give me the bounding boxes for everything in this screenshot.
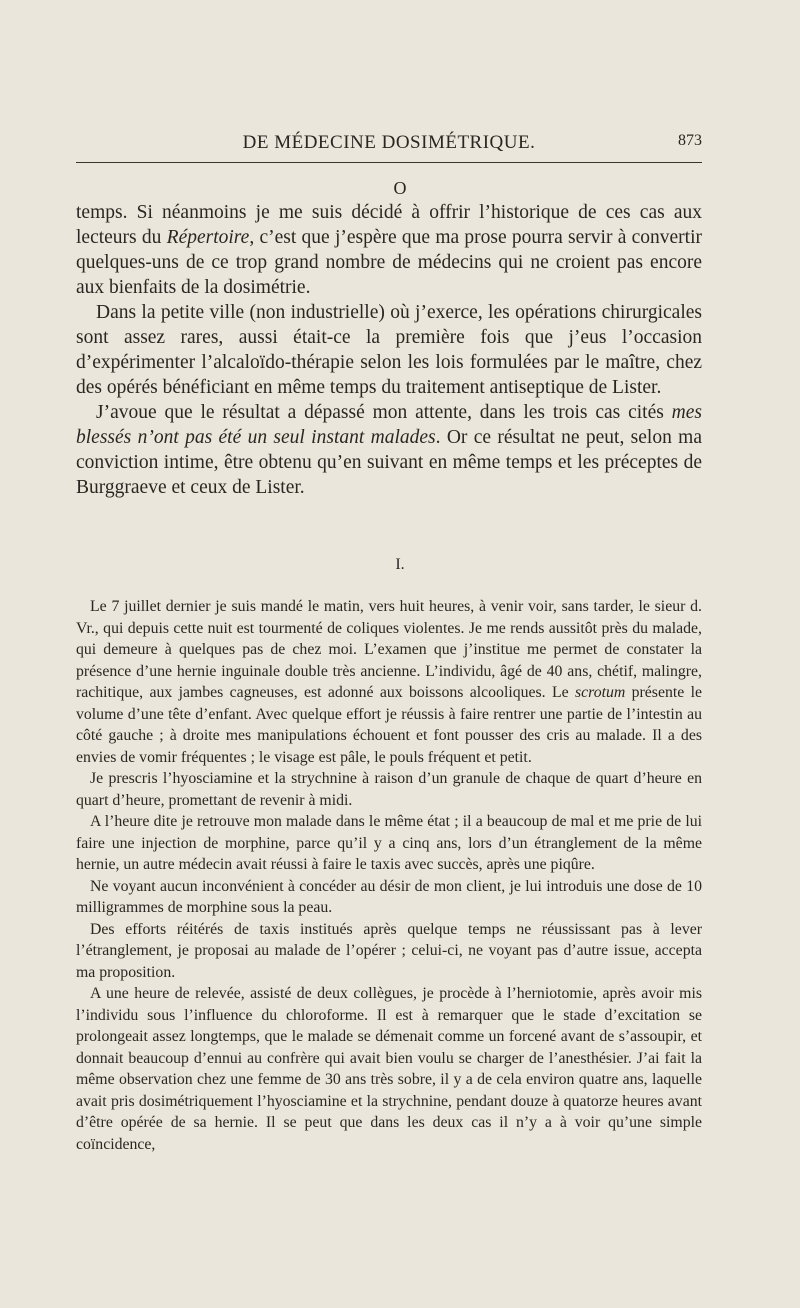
emphasis-text: mes blessés n’ont pas été un seul instant malades [76,402,702,448]
page-number: 873 [678,132,702,149]
case-paragraph: A une heure de relevée, assisté de deux collègues, je procède à l’herniotomie, après avoir mis l’individu sous l’influence du chloroforme. Il est à remarquer que le stade d’excitation se prolongeait assez longtemps, que le malade se démenait comme un forcené avant de s’assoupir, et donnait beaucoup d’ennui au confrère qui avait bien voulu se charger de l’anesthésier. J’ai fait la même observation chez une femme de 30 ans très sobre, il y a de cela environ quatre ans, laquelle avait pris dosimétriquement l’hyosciamine et la strychnine, pendant douze à quatorze heures avant d’être opérée de sa hernie. Il se peut que dans les deux cas il n’y a à voir qu’une simple coïncidence, [76,985,702,1153]
journal-title: Répertoire [166,227,250,248]
case-paragraph-text: présente le volume d’une tête d’enfant. Avec quelque effort je réussis à faire rentrer une partie de l’intestin au côté gauche ; à droite mes manipulations échouent et font pousser des cris au malade. Il a des envies de vomir fréquentes ; le visage est pâle, le pouls fréquent et petit. [76,684,702,766]
case-paragraph: A l’heure dite je retrouve mon malade dans le même état ; il a beaucoup de mal et me prie de lui faire une injection de morphine, parce qu’il y a cinq ans, lors d’un étranglement de la même hernie, un autre médecin avait réussi à faire le taxis avec succès, après une piqûre. [76,813,702,873]
running-title: DE MÉDECINE DOSIMÉTRIQUE. [242,132,536,153]
case-paragraph-text: Le 7 juillet dernier je suis mandé le matin, vers huit heures, à venir voir, sans tarder, le sieur d. Vr., qui depuis cette nuit est tourmenté de coliques violentes. Je me rends aussitôt près du malade, qui demeure à quelques pas de chez moi. L’examen que j’institue me permet de constater la présence d’une hernie inguinale double très ancienne. L’individu, âgé de 40 ans, chétif, malingre, rachitique, aux jambes cagneuses, est adonné aux boissons alcooliques. Le [76,598,702,701]
intro-paragraph [76,200,702,300]
intro-text [76,200,702,500]
italic-term: scrotum [574,684,626,701]
header-rule [76,162,702,163]
intro-paragraph-text: temps. Si néanmoins je me suis décidé à offrir l’historique de ces cas aux lecteurs du [76,202,702,248]
case-paragraph [76,596,702,768]
running-head [76,130,702,156]
section-mark: O [393,178,407,198]
intro-paragraph [76,400,702,500]
intro-paragraph-text: , c’est que j’espère que ma prose pourra servir à convertir quelques-uns de ce trop grand nombre de médecins qui ne croient pas encore aux bienfaits de la dosimétrie. [76,227,702,298]
case-paragraph: Des efforts réitérés de taxis institués après quelque temps ne réussissant pas à lever l’étranglement, je proposai au malade de l’opérer ; celui-ci, ne voyant pas d’autre issue, accepta ma proposition. [76,920,702,981]
section-numeral: I. [395,556,405,573]
case-paragraph: Je prescris l’hyosciamine et la strychnine à raison d’un granule de chaque de quart d’heure en quart d’heure, promettant de revenir à midi. [76,770,702,809]
intro-paragraph-text: J’avoue que le résultat a dépassé mon attente, dans les trois cas cités [96,402,672,423]
case-text [76,596,702,1155]
case-paragraph: Ne voyant aucun inconvénient à concéder au désir de mon client, je lui introduis une dose de 10 milligrammes de morphine sous la peau. [76,877,702,916]
intro-paragraph: Dans la petite ville (non industrielle) où j’exerce, les opérations chirurgicales sont assez rares, aussi était-ce la première fois que j’eus l’occasion d’expérimenter l’alcaloïdo-thérapie selon les lois formulées par le maître, chez des opérés bénéficiant en même temps du traitement antiseptique de Lister. [76,302,702,398]
intro-paragraph-text: . Or ce résultat ne peut, selon ma conviction intime, être obtenu qu’en suivant en même temps et les préceptes de Burggraeve et ceux de Lister. [76,427,702,498]
